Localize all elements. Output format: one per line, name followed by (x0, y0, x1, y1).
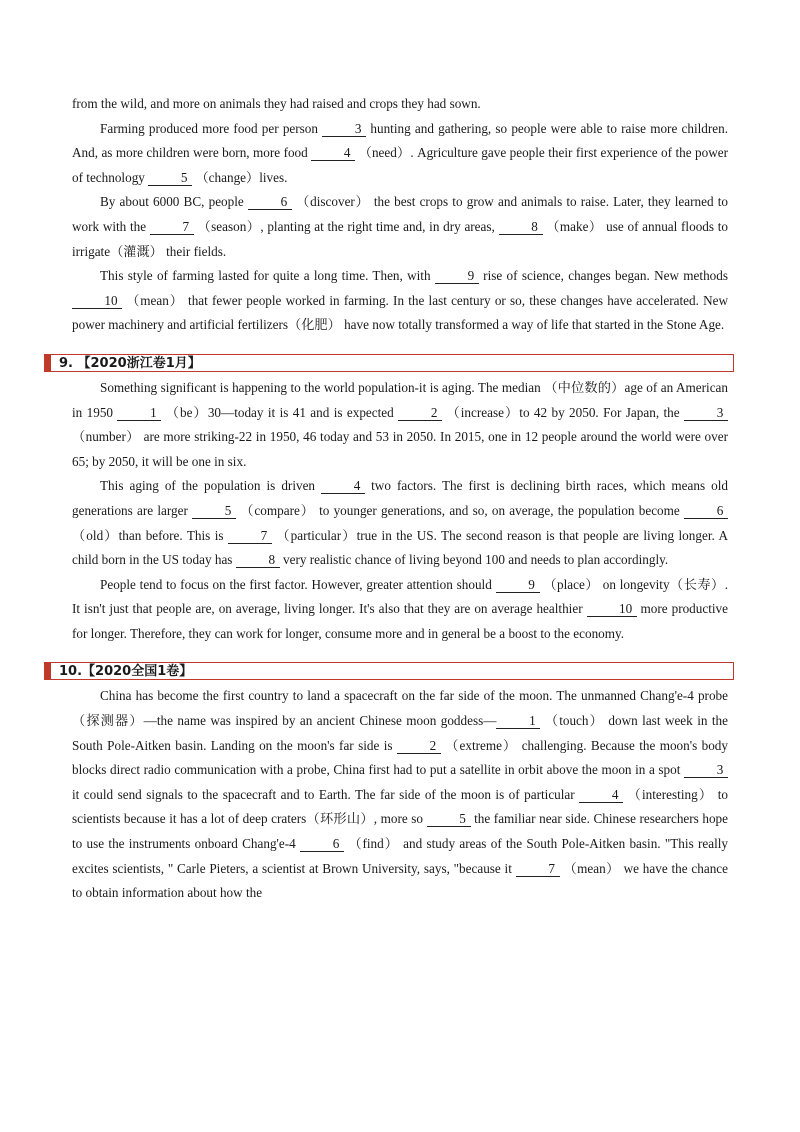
answer-blank[interactable]: 5 (192, 504, 236, 519)
passage-paragraph (72, 92, 728, 117)
answer-blank[interactable]: 2 (397, 739, 441, 754)
document-page (59, 92, 729, 906)
passage-paragraph (72, 573, 728, 647)
passage-text: China has become the first country to land a spacecraft on the far side of the moon. The unmanned Chang'e-4 probe（探测器）—the name was inspired by an ancient Chinese moon goddess— (72, 688, 728, 729)
passage-text: from the wild, and more on animals they had raised and crops they had sown. (72, 96, 481, 111)
answer-blank[interactable]: 6 (684, 504, 728, 519)
answer-blank[interactable]: 4 (579, 788, 623, 803)
passage-text: the familiar near side. Chinese researchers hope to use the instruments onboard Chang'e-4 (72, 811, 728, 852)
passage-text: it could send signals to the spacecraft and to Earth. The far side of the moon is of particular (72, 786, 580, 802)
passage-text: Farming produced more food per person (100, 120, 323, 136)
passage-paragraph (72, 190, 728, 264)
answer-blank[interactable]: 3 (322, 122, 366, 137)
answer-blank[interactable]: 4 (321, 479, 365, 494)
passage-text: （discover） the best crops to grow and animals to raise. Later, they learned to work with the (72, 194, 728, 234)
answer-blank[interactable]: 3 (684, 763, 728, 778)
passage-text: （mean） that fewer people worked in farming. In the last century or so, these changes have accelerated. New power machinery and artificial fertilizers（化肥） have now totally transformed a way of life that started in the Stone Age. (72, 292, 728, 333)
answer-blank[interactable]: 2 (398, 406, 442, 421)
answer-blank[interactable]: 7 (150, 220, 194, 235)
passage-text: more productive for longer. Therefore, they can work for longer, consume more and in general be a boost to the economy. (72, 601, 728, 641)
passage-text: （make） use of annual floods to irrigate（灌溉） their fields. (72, 218, 728, 259)
passage-text: This aging of the population is driven (100, 478, 322, 494)
passage-text: （place） on longevity（长寿）. It isn't just that people are, on average, living longer. It's also that they are on average healthier (72, 576, 728, 617)
passage-text: （find） and study areas of the South Pole-Aitken basin. "This really excites scientists, " Carle Pieters, a scientist at Brown University, says, "because it (72, 836, 728, 876)
answer-blank[interactable]: 5 (148, 171, 192, 186)
passage-text: （season）, planting at the right time and, in dry areas, (193, 218, 499, 234)
answer-blank[interactable]: 1 (496, 714, 540, 729)
passage-text: （be）30—today it is 41 and is expected (161, 404, 399, 420)
passage-text: By about 6000 BC, people (100, 194, 248, 210)
answer-blank[interactable]: 7 (516, 862, 560, 877)
section-header (44, 354, 734, 372)
passage-paragraph (72, 117, 728, 191)
passage-text: Something significant is happening to the world population-it is aging. The median （中位数的）age of an American in 1950 (72, 379, 728, 420)
passage-text: （need）. Agriculture gave people their first experience of the power of technology (72, 145, 728, 185)
passage-paragraph (72, 264, 728, 338)
answer-blank[interactable]: 6 (300, 837, 344, 852)
answer-blank[interactable]: 7 (228, 529, 272, 544)
answer-blank[interactable]: 5 (427, 812, 471, 827)
passage-text: （number） are more striking-22 in 1950, 46 today and 53 in 2050. In 2015, one in 12 people around the world were over 65; by 2050, it will be one in six. (72, 429, 728, 469)
answer-blank[interactable]: 4 (311, 146, 355, 161)
passage-text: （increase）to 42 by 2050. For Japan, the (442, 404, 684, 420)
passage-text: （mean） we have the chance to obtain information about how the (72, 860, 728, 901)
answer-blank[interactable]: 10 (587, 602, 637, 617)
passage-paragraph (72, 474, 728, 572)
passage-text: （change）lives. (192, 169, 288, 185)
passage-text: （old）than before. This is (72, 527, 228, 543)
answer-blank[interactable]: 8 (499, 220, 543, 235)
passage-text: rise of science, changes began. New methods (478, 268, 728, 284)
section-title: 10.【2020全国1卷】 (59, 664, 193, 680)
passage-text: very realistic chance of living beyond 100 and needs to plan accordingly. (279, 552, 669, 568)
answer-blank[interactable]: 10 (72, 294, 122, 309)
passage-text: two factors. The first is declining birth races, which means old generations are larger (72, 478, 729, 518)
answer-blank[interactable]: 9 (435, 269, 479, 284)
passage-text: （interesting） to scientists because it has a lot of deep craters（环形山）, more so (72, 786, 728, 827)
passage-paragraph (72, 376, 728, 474)
passage-text: This style of farming lasted for quite a long time. Then, with (100, 268, 435, 284)
passage-paragraph (72, 684, 728, 905)
passage-text: People tend to focus on the first factor. However, greater attention should (100, 576, 496, 592)
section-header-bar (45, 355, 51, 371)
answer-blank[interactable]: 9 (496, 578, 540, 593)
section-header (44, 662, 734, 680)
answer-blank[interactable]: 3 (684, 406, 728, 421)
passage-text: （extreme） challenging. Because the moon's body blocks direct radio communication with a probe, China first had to put a satellite in orbit above the moon in a spot (72, 737, 728, 778)
answer-blank[interactable]: 1 (117, 406, 161, 421)
passage-text: （compare） to younger generations, and so, on average, the population become (236, 502, 684, 518)
section-header-bar (45, 663, 51, 679)
passage-text: hunting and gathering, so people were able to raise more children. And, as more children were born, more food (72, 120, 728, 161)
answer-blank[interactable]: 8 (236, 553, 280, 568)
answer-blank[interactable]: 6 (248, 195, 292, 210)
passage-text: （touch） down last week in the South Pole-Aitken basin. Landing on the moon's far side is (72, 713, 729, 753)
passage-text: （particular）true in the US. The second reason is that people are living longer. A child born in the US today has (72, 527, 728, 568)
section-title: 9. 【2020浙江卷1月】 (59, 355, 201, 371)
